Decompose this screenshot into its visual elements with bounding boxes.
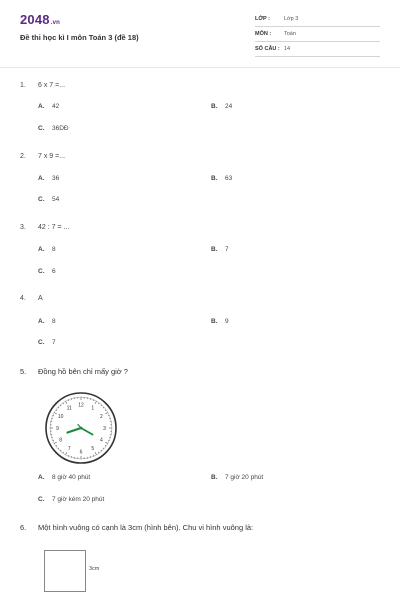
clock-numeral: 10 <box>57 414 64 421</box>
clock-numeral: 9 <box>56 425 59 432</box>
question-text: Đồng hồ bên chỉ mấy giờ ? <box>38 367 128 376</box>
question-number: 6. <box>20 523 27 532</box>
meta-subject <box>255 30 380 42</box>
question-number: 5. <box>20 367 27 376</box>
question-text: 7 x 9 =... <box>38 153 66 160</box>
meta-subject-value: Toán <box>284 31 296 37</box>
clock-numeral: 11 <box>66 405 72 412</box>
q2-option-c[interactable]: C. 54 <box>38 196 60 203</box>
q1-option-a[interactable]: A. 42 <box>38 103 60 110</box>
q1-option-c[interactable]: C. 36DĐ <box>38 125 69 132</box>
meta-question-count <box>255 45 380 57</box>
meta-class-label: LỚP : <box>255 16 270 22</box>
clock-numeral: 5 <box>91 446 95 453</box>
meta-class <box>255 15 380 27</box>
q3-option-c[interactable]: C. 6 <box>38 268 56 275</box>
clock-numeral: 1 <box>91 405 95 412</box>
question-text: A <box>38 295 43 302</box>
q2-option-a[interactable]: A. 36 <box>38 175 60 182</box>
meta-class-value: Lớp 3 <box>284 16 299 22</box>
q5-option-b[interactable]: B. 7 giờ 20 phút <box>211 474 264 481</box>
q3-option-a[interactable]: A. 8 <box>38 246 56 253</box>
q3-option-b[interactable]: B. 7 <box>211 246 229 253</box>
question-number: 4. <box>20 295 26 302</box>
clock-figure <box>44 391 118 465</box>
meta-subject-label: MÔN : <box>255 31 272 37</box>
clock-numeral: 7 <box>67 446 71 453</box>
question-number: 2. <box>20 153 26 160</box>
exam-header <box>0 0 400 68</box>
q4-option-c[interactable]: C. 7 <box>38 339 56 346</box>
question-number: 1. <box>20 82 26 89</box>
meta-count-label: SỐ CÂU : <box>255 46 280 52</box>
question-number: 3. <box>20 224 26 231</box>
square-side-label: 3cm <box>89 566 100 572</box>
meta-count-value: 14 <box>284 46 291 52</box>
exam-title: Đề thi học kì I môn Toán 3 (đề 18) <box>20 33 139 42</box>
clock-numeral: 2 <box>99 414 103 421</box>
q1-option-b[interactable]: B. 24 <box>211 103 233 110</box>
q4-option-a[interactable]: A. 8 <box>38 318 56 325</box>
question-text: 6 x 7 =... <box>38 82 66 89</box>
clock-numeral: 12 <box>78 402 84 409</box>
site-logo[interactable]: 2048.vn <box>20 12 61 27</box>
clock-numeral: 8 <box>59 437 63 444</box>
q4-option-b[interactable]: B. 9 <box>211 318 229 325</box>
question-text: Một hình vuông có cạnh là 3cm (hình bên). Chu vi hình vuông là: <box>38 523 254 532</box>
clock-center-pin <box>80 427 83 430</box>
q5-option-a[interactable]: A. 8 giờ 40 phút <box>38 474 91 481</box>
header-divider <box>0 67 400 68</box>
question-text: 42 : 7 = ... <box>38 224 70 231</box>
q5-option-c[interactable]: C. 7 giờ kém 20 phút <box>38 496 105 503</box>
clock-numeral: 4 <box>99 437 103 444</box>
clock-numeral: 6 <box>79 449 83 456</box>
clock-numeral: 3 <box>103 425 106 432</box>
square-figure <box>44 550 86 592</box>
q2-option-b[interactable]: B. 63 <box>211 175 233 182</box>
